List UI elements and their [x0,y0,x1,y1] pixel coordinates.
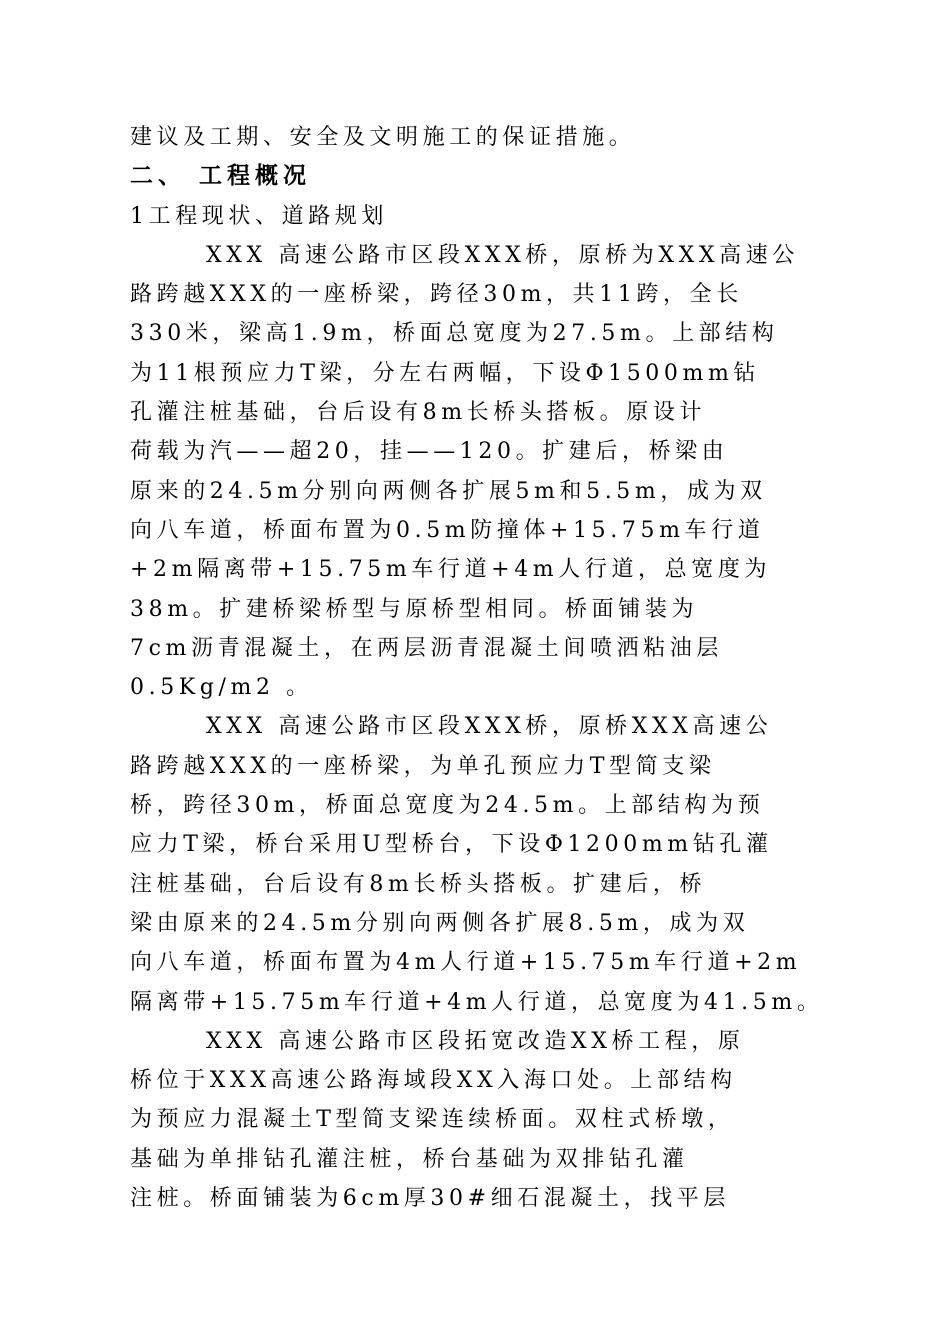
text-line: 0.5Kg/m2 。 [130,675,313,701]
text-line: XXX 高速公路市区段XXX桥，原桥XXX高速公 [206,714,773,740]
text-line: 38m。扩建桥梁桥型与原桥型相同。桥面铺装为 [130,596,699,622]
text-line: 1工程现状、道路规划 [130,203,388,229]
text-line: 孔灌注桩基础，台后设有8m长桥头搭板。原设计 [130,400,707,426]
text-line: 注桩。桥面铺装为6cm厚30#细石混凝土，找平层 [130,1186,731,1212]
text-line: 桥位于XXX高速公路海域段XX入海口处。上部结构 [130,1068,737,1094]
text-line: 为预应力混凝土T型简支梁连续桥面。双柱式桥墩， [130,1107,735,1133]
text-line: XXX 高速公路市区段XXX桥，原桥为XXX高速公 [206,242,799,268]
text-line: 7cm沥青混凝土，在两层沥青混凝土间喷洒粘油层 [130,635,723,661]
text-line: 向八车道，桥面布置为4m人行道+15.75m车行道+2m [130,950,802,976]
text-line: 荷载为汽——超20，挂——120。扩建后，桥梁由 [130,439,729,465]
text-line: 路跨越XXX的一座桥梁，为单孔预应力T型简支梁 [130,753,716,779]
text-line: 330米，梁高1.9m，桥面总宽度为27.5m。上部结构 [130,321,779,347]
text-line: 基础为单排钻孔灌注桩，桥台基础为双排钻孔灌 [130,1146,689,1172]
text-line: 为11根预应力T梁，分左右两幅，下设Φ1500mm钻 [130,360,761,386]
text-line: +2m隔离带+15.75m车行道+4m人行道，总宽度为 [130,557,772,583]
text-line: 原来的24.5m分别向两侧各扩展5m和5.5m，成为双 [130,478,767,504]
section-heading: 二、 工程概况 [130,163,312,190]
text-line: 隔离带+15.75m车行道+4m人行道，总宽度为41.5m。 [130,989,824,1015]
text-line: XXX 高速公路市区段拓宽改造XX桥工程，原 [206,1028,745,1054]
text-line: 应力T梁，桥台采用U型桥台，下设Φ1200mm钻孔灌 [130,832,773,858]
text-line: 建议及工期、安全及文明施工的保证措施。 [130,125,636,150]
text-line: 桥，跨径30m，桥面总宽度为24.5m。上部结构为预 [130,793,765,819]
text-line: 向八车道，桥面布置为0.5m防撞体+15.75m车行道 [130,517,765,543]
document-page [130,118,830,1218]
text-line: 路跨越XXX的一座桥梁，跨径30m，共11跨，全长 [130,282,743,308]
text-line: 梁由原来的24.5m分别向两侧各扩展8.5m，成为双 [130,910,750,936]
text-line: 注桩基础，台后设有8m长桥头搭板。扩建后，桥 [130,871,707,897]
